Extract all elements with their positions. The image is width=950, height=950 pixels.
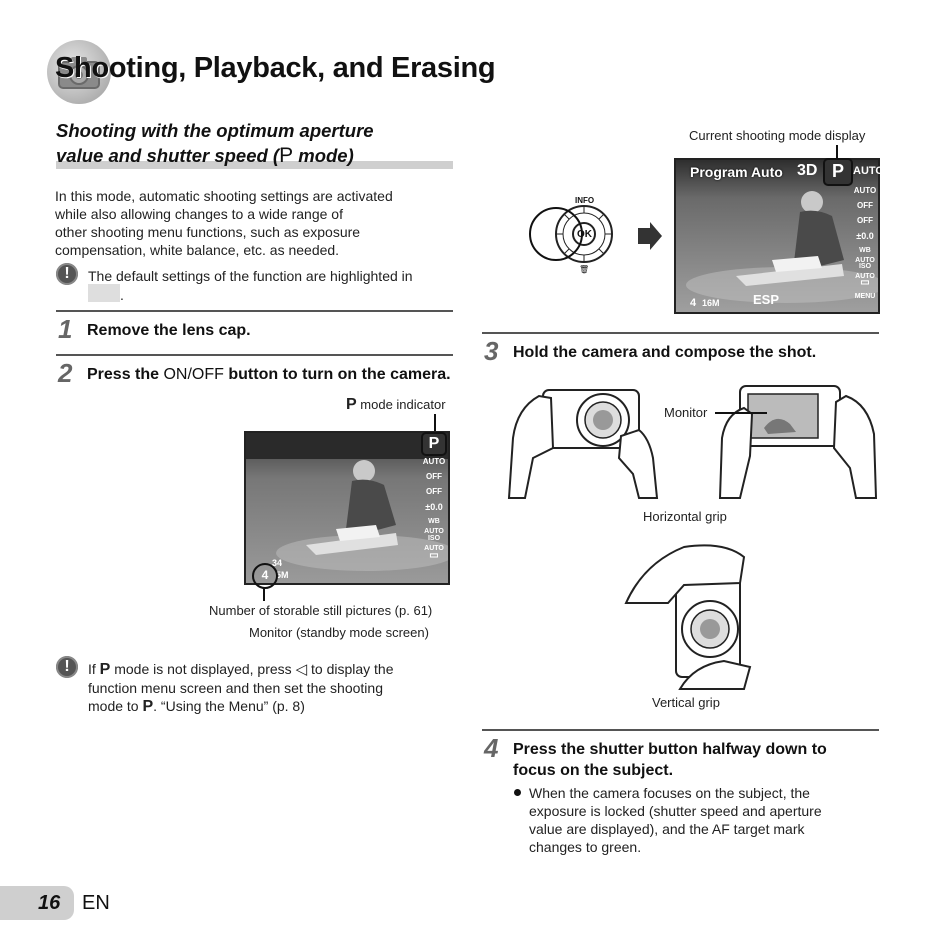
horizontal-grip-front-illustration xyxy=(503,378,663,506)
step-4-rule xyxy=(482,729,879,731)
intro-paragraph: In this mode, automatic shooting settings are activated while also allowing changes to a wide range of other shooting menu functions, such as exposure compensation, white balance, etc. as needed. xyxy=(55,188,393,258)
page-title: Shooting, Playback, and Erasing xyxy=(55,52,496,84)
step-2-rule xyxy=(56,354,453,356)
vertical-grip-caption: Vertical grip xyxy=(652,695,720,710)
current-mode-badge-label: P xyxy=(831,161,844,181)
left-arrow-icon: ◁ xyxy=(295,661,308,678)
current-mode-leader-line xyxy=(836,145,838,159)
badge-auto: AUTO xyxy=(853,165,884,177)
storable-count-caption: Number of storable still pictures (p. 61) xyxy=(209,603,433,618)
step-3-rule xyxy=(482,332,879,334)
page-number: 16 xyxy=(38,892,61,914)
section-title-line2: value and shutter speed (P mode) xyxy=(56,144,354,167)
note-p-mode-hidden: If P mode is not displayed, press ◁ to display the function menu screen and then set the shooting mode to P. “Using the Menu” (p. 8) xyxy=(88,661,394,715)
info-label: INFO xyxy=(575,196,595,205)
step-2-number: 2 xyxy=(58,358,73,388)
step-4-bullet: When the camera focuses on the subject, the exposure is locked (shutter speed and aperture value are displayed), and the AF target mark changes to green. xyxy=(529,785,822,855)
section-title-line1: Shooting with the optimum aperture xyxy=(56,120,374,141)
large-bottom-16m: 16M xyxy=(702,298,720,308)
ok-label: OK xyxy=(577,229,592,240)
section-title xyxy=(56,118,456,168)
horizontal-grip-back-illustration xyxy=(716,378,880,506)
monitor-caption: Monitor (standby mode screen) xyxy=(249,625,429,640)
current-mode-caption: Current shooting mode display xyxy=(689,128,866,143)
highlight-swatch xyxy=(88,284,120,302)
count-leader-line xyxy=(263,587,265,601)
monitor-leader-line xyxy=(715,412,767,414)
program-auto-label: Program Auto xyxy=(690,164,783,180)
on-off-key: ON/OFF xyxy=(163,366,224,383)
monitor-label: Monitor xyxy=(664,405,708,420)
trash-icon: 🗑 xyxy=(579,265,590,274)
step-2-text: Press the ON/OFF button to turn on the camera. xyxy=(87,366,451,383)
large-bottom-count: 4 xyxy=(690,297,697,309)
horizontal-grip-caption: Horizontal grip xyxy=(643,509,727,524)
large-side-icons: AUTO OFF OFF ±0.0 WB AUTO ISO AUTO ▭ MENU xyxy=(853,186,877,300)
step-1-number: 1 xyxy=(58,314,73,344)
small-side-icons: AUTO OFF OFF ±0.0 WB AUTO ISO AUTO ▭ xyxy=(422,457,446,561)
language-code: EN xyxy=(82,892,110,914)
step-1-rule xyxy=(56,310,453,312)
step-4-text: Press the shutter button halfway down to focus on the subject. xyxy=(513,741,827,779)
note-default-settings: The default settings of the function are highlighted in xyxy=(88,268,413,284)
p-mode-glyph: P xyxy=(279,144,294,167)
step-1-text: Remove the lens cap. xyxy=(87,322,251,339)
p-mode-indicator-caption: P mode indicator xyxy=(346,396,446,413)
step-3-text: Hold the camera and compose the shot. xyxy=(513,344,817,361)
caution-icon: ! xyxy=(56,263,78,285)
storable-count: 4 xyxy=(261,568,269,582)
note-default-settings-end: . xyxy=(120,287,124,303)
small-bottom-icon-34: 34 xyxy=(272,558,283,568)
vertical-grip-illustration xyxy=(624,543,754,691)
badge-3d: 3D xyxy=(797,162,818,179)
control-pad-diagram xyxy=(528,192,618,277)
small-bottom-icon-5m: 5M xyxy=(276,570,289,580)
page-number-tab xyxy=(0,886,74,920)
large-bottom-esp: ESP xyxy=(753,292,780,307)
caution-icon-2: ! xyxy=(56,656,78,678)
small-p-indicator-label: P xyxy=(428,435,440,452)
bullet-icon xyxy=(514,789,521,796)
arrow-right-icon xyxy=(638,222,662,255)
step-3-number: 3 xyxy=(484,336,499,366)
step-4-number: 4 xyxy=(484,733,499,763)
